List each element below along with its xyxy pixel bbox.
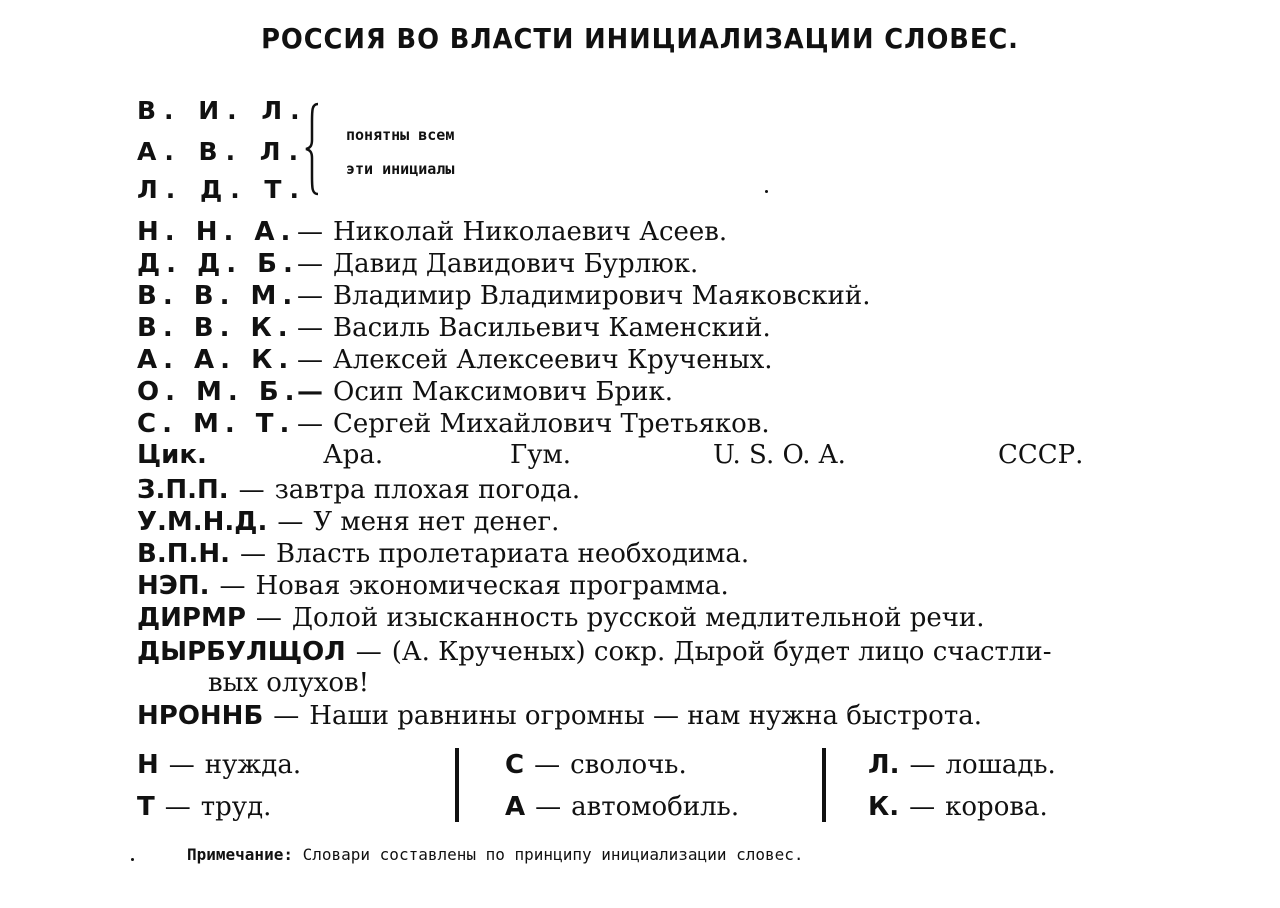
phrase-continuation: вых олухов! (208, 668, 370, 698)
phrase-abbr: З.П.П. (137, 475, 229, 505)
dictionary-key: А (505, 792, 526, 822)
stray-mark (765, 190, 768, 193)
phrase-dash: — (277, 507, 304, 537)
dictionary-dash: — (168, 750, 195, 780)
entry-row (137, 312, 771, 344)
entry-text: Алексей Алексеевич Крученых. (333, 345, 773, 375)
phrase-abbr: ДЫРБУЛЩОЛ (137, 637, 346, 667)
phrase-abbr: В.П.Н. (137, 539, 230, 569)
phrase-abbr: У.М.Н.Д. (137, 507, 268, 537)
entry-text: Василь Васильевич Каменский. (333, 313, 771, 343)
entry-abbr: О. М. Б. (137, 377, 301, 407)
dictionary-key: Н (137, 750, 159, 780)
phrase-abbr: НЭП. (137, 571, 210, 601)
phrase-dash: — (239, 539, 266, 569)
phrase-row (137, 636, 1052, 668)
page-title: РОССИЯ ВО ВЛАСТИ ИНИЦИАЛИЗАЦИИ СЛОВЕС. (261, 22, 1019, 55)
dictionary-word: сволочь. (570, 750, 687, 780)
phrase-dash: — (219, 571, 246, 601)
entry-text: Давид Давидович Бурлюк. (333, 249, 699, 279)
dictionary-item (868, 792, 1048, 822)
acronym-item: Цик. (137, 440, 207, 470)
dictionary-key: Л. (868, 750, 900, 780)
entry-row (137, 344, 773, 376)
footnote-lead: Примечание: (187, 845, 293, 864)
phrase-text: Новая экономическая программа. (255, 571, 729, 601)
dictionary-dash: — (534, 750, 561, 780)
phrase-text: Долой изысканность русской медлительной речи. (291, 603, 985, 633)
entry-text: Сергей Михайлович Третьяков. (333, 409, 770, 439)
phrase-text: (А. Крученых) сокр. Дырой будет лицо счастли- (391, 637, 1052, 667)
entry-dash: — (297, 409, 323, 439)
entry-abbr: А. А. К. (137, 345, 295, 375)
dictionary-item (505, 792, 739, 822)
phrase-dash: — (238, 475, 265, 505)
phrase-row (137, 538, 749, 570)
dictionary-word: труд. (200, 792, 272, 822)
entry-dash: — (297, 217, 323, 247)
initials-vil: В. И. Л. (137, 96, 308, 125)
phrase-dash: — (355, 637, 382, 667)
dictionary-dash: — (164, 792, 191, 822)
entry-text: Владимир Владимирович Маяковский. (333, 281, 871, 311)
entry-dash: — (297, 345, 323, 375)
dictionary-item (505, 750, 687, 780)
entry-abbr: С. М. Т. (137, 409, 296, 439)
entry-abbr: В. В. К. (137, 313, 294, 343)
initials-avl: А. В. Л. (137, 137, 307, 166)
footnote-text: Словари составлены по принципу инициализации словес. (302, 845, 804, 864)
dictionary-key: К. (868, 792, 900, 822)
entry-dash: — (297, 313, 323, 343)
dictionary-key: Т (137, 792, 155, 822)
phrase-abbr: НРОННБ (137, 701, 264, 731)
brace-note-line-1: понятны всем (346, 126, 455, 144)
column-divider (822, 748, 826, 822)
phrase-row (137, 700, 982, 732)
footnote (187, 845, 804, 864)
dictionary-word: нужда. (204, 750, 302, 780)
dictionary-item (868, 750, 1056, 780)
phrase-row (137, 570, 729, 602)
dictionary-dash: — (909, 792, 936, 822)
dictionary-word: лошадь. (945, 750, 1056, 780)
phrase-row (137, 474, 580, 506)
phrase-text: Наши равнины огромны — нам нужна быстрота. (309, 701, 982, 731)
footnote-dot (131, 858, 134, 861)
entry-row (137, 376, 673, 408)
initials-ldt: Л. Д. Т. (137, 175, 307, 204)
acronym-item: Гум. (510, 440, 572, 470)
phrase-dash: — (273, 701, 300, 731)
entry-abbr: Н. Н. А. (137, 217, 297, 247)
phrase-abbr: ДИРМР (137, 603, 246, 633)
phrase-row (137, 602, 985, 634)
acronym-item: U. S. O. A. (713, 440, 846, 470)
phrase-text: завтра плохая погода. (274, 475, 581, 505)
dictionary-word: автомобиль. (571, 792, 740, 822)
entry-text: Николай Николаевич Асеев. (333, 217, 728, 247)
brace-note-line-2: эти инициалы (346, 160, 455, 178)
curly-brace-icon (304, 102, 320, 196)
acronym-item: СССР. (998, 440, 1084, 470)
entry-row (137, 408, 770, 440)
entry-abbr: В. В. М. (137, 281, 299, 311)
entry-text: Осип Максимович Брик. (333, 377, 673, 407)
entry-dash: — (297, 377, 323, 407)
dictionary-dash: — (909, 750, 936, 780)
phrase-text: У меня нет денег. (313, 507, 560, 537)
phrase-row (137, 506, 559, 538)
dictionary-item (137, 750, 301, 780)
column-divider (455, 748, 459, 822)
entry-dash: — (297, 281, 323, 311)
dictionary-dash: — (535, 792, 562, 822)
entry-abbr: Д. Д. Б. (137, 249, 299, 279)
dictionary-key: С (505, 750, 525, 780)
phrase-text: Власть пролетариата необходима. (275, 539, 750, 569)
entry-row (137, 280, 870, 312)
acronym-item: Ара. (323, 440, 384, 470)
dictionary-word: корова. (945, 792, 1048, 822)
phrase-dash: — (255, 603, 282, 633)
dictionary-item (137, 792, 271, 822)
entry-row (137, 216, 727, 248)
entry-dash: — (297, 249, 323, 279)
entry-row (137, 248, 698, 280)
